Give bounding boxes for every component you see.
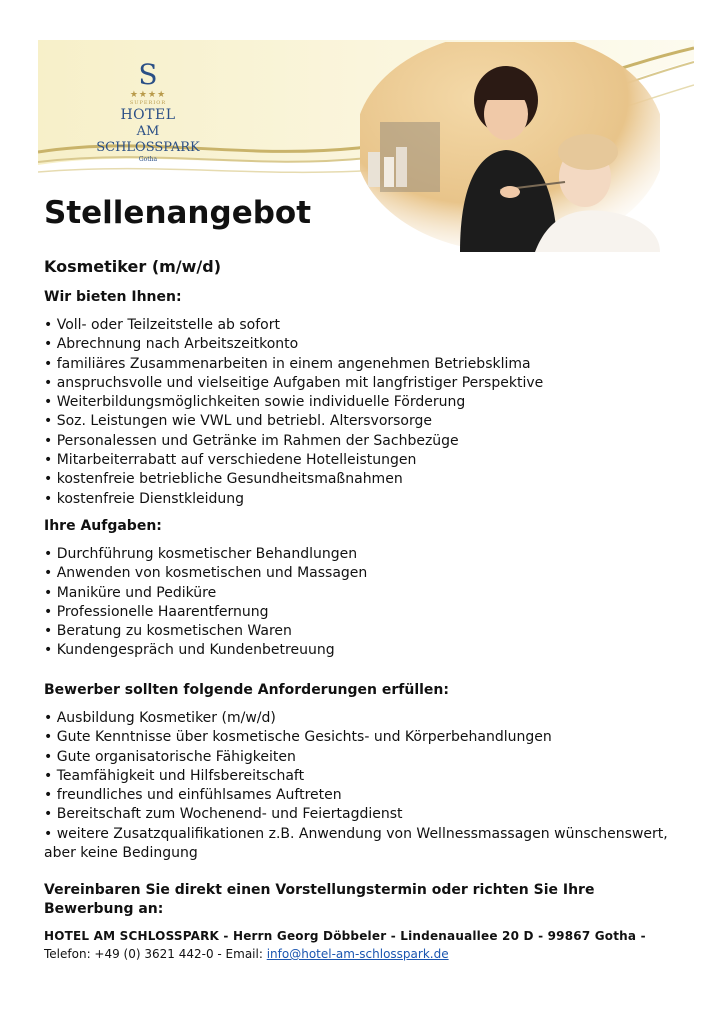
requirement-item: • Teamfähigkeit und Hilfsbereitschaft <box>44 767 684 786</box>
requirement-item: • freundliches und einfühlsames Auftreten <box>44 786 684 805</box>
email-link[interactable]: info@hotel-am-schlosspark.de <box>266 947 449 961</box>
logo-stars: ★★★★ <box>129 90 167 100</box>
requirement-item: • weitere Zusatzqualifikationen z.B. Anwendung von Wellnessmassagen wünschenswert, aber keine Bedingung <box>44 825 684 864</box>
tasks-list <box>44 545 684 661</box>
offer-item: • kostenfreie betriebliche Gesundheitsmaßnahmen <box>44 470 684 489</box>
requirement-item: • Gute organisatorische Fähigkeiten <box>44 748 684 767</box>
offer-item: • kostenfreie Dienstkleidung <box>44 490 684 509</box>
offer-item: • Soz. Leistungen wie VWL und betriebl. Altersvorsorge <box>44 412 684 431</box>
tasks-heading: Ihre Aufgaben: <box>44 518 162 534</box>
logo-line3: Gotha <box>138 156 158 163</box>
requirements-list <box>44 709 684 863</box>
offer-list <box>44 316 684 509</box>
logo-superior: SUPERIOR <box>129 100 167 106</box>
requirement-item: • Bereitschaft zum Wochenend- und Feiertagdienst <box>44 805 684 824</box>
offer-item: • Voll- oder Teilzeitstelle ab sofort <box>44 316 684 335</box>
task-item: • Anwenden von kosmetischen und Massagen <box>44 564 684 583</box>
job-title: Kosmetiker (m/w/d) <box>44 257 222 276</box>
closing-text: Vereinbaren Sie direkt einen Vorstellungstermin oder richten Sie Ihre Bewerbung an: <box>44 882 595 917</box>
offer-item: • Abrechnung nach Arbeitszeitkonto <box>44 335 684 354</box>
page-title: Stellenangebot <box>44 195 312 231</box>
offer-item: • Personalessen und Getränke im Rahmen der Sachbezüge <box>44 432 684 451</box>
requirements-heading: Bewerber sollten folgende Anforderungen erfüllen: <box>44 682 449 698</box>
hotel-logo <box>88 60 208 164</box>
logo-line2: AM SCHLOSSPARK <box>96 124 200 155</box>
cosmetician-photo <box>360 42 660 252</box>
requirement-item: • Ausbildung Kosmetiker (m/w/d) <box>44 709 684 728</box>
logo-letter: S <box>138 58 158 91</box>
phone-text: Telefon: +49 (0) 3621 442-0 - Email: <box>44 947 267 961</box>
logo-line1: HOTEL <box>120 107 176 123</box>
offer-item: • Weiterbildungsmöglichkeiten sowie individuelle Förderung <box>44 393 684 412</box>
offer-item: • anspruchsvolle und vielseitige Aufgaben mit langfristiger Perspektive <box>44 374 684 393</box>
task-item: • Professionelle Haarentfernung <box>44 603 684 622</box>
task-item: • Durchführung kosmetischer Behandlungen <box>44 545 684 564</box>
task-item: • Maniküre und Pediküre <box>44 584 684 603</box>
requirement-item: • Gute Kenntnisse über kosmetische Gesichts- und Körperbehandlungen <box>44 728 684 747</box>
contact-line <box>44 947 449 961</box>
task-item: • Beratung zu kosmetischen Waren <box>44 622 684 641</box>
offer-item: • familiäres Zusammenarbeiten in einem angenehmen Betriebsklima <box>44 355 684 374</box>
offer-item: • Mitarbeiterrabatt auf verschiedene Hotelleistungen <box>44 451 684 470</box>
offer-heading: Wir bieten Ihnen: <box>44 289 182 305</box>
task-item: • Kundengespräch und Kundenbetreuung <box>44 641 684 660</box>
address-line: HOTEL AM SCHLOSSPARK - Herrn Georg Döbbeler - Lindenauallee 20 D - 99867 Gotha - <box>44 929 646 943</box>
